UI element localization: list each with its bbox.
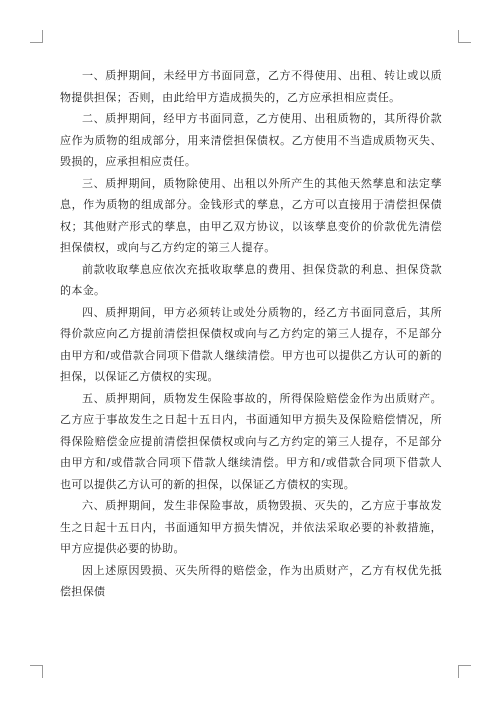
crop-mark-bottom-right [458, 665, 471, 678]
crop-mark-top-left [30, 30, 43, 43]
document-body [60, 65, 442, 603]
clause-paragraph-3: 三、质押期间，质物除使用、出租以外所产生的其他天然孳息和法定孳息，作为质物的组成部分。金钱形式的孳息，乙方可以直接用于清偿担保债权；其他财产形式的孳息，由甲乙双方协议，以该孳息变价的价款优先清偿担保债权，或向与乙方约定的第三人提存。 [60, 176, 442, 254]
clause-paragraph-6-note: 因上述原因毁损、灭失所得的赔偿金，作为出质财产，乙方有权优先抵偿担保债 [60, 563, 442, 598]
crop-mark-bottom-left [30, 665, 43, 678]
clause-paragraph-5: 五、质押期间，质物发生保险事故的，所得保险赔偿金作为出质财产。乙方应于事故发生之日起十五日内，书面通知甲方损失及保险赔偿情况，所得保险赔偿金应提前清偿担保债权或向与乙方约定的第三人提存，不足部分由甲方和/或借款合同项下借款人继续清偿。甲方和/或借款合同项下借款人也可以提供乙方认可的新的担保，以保证乙方债权的实现。 [60, 391, 442, 491]
clause-paragraph-1: 一、质押期间，未经甲方书面同意，乙方不得使用、出租、转让或以质物提供担保；否则，由此给甲方造成损失的，乙方应承担相应责任。 [60, 69, 442, 104]
clause-paragraph-3-note: 前款收取孳息应依次充抵收取孳息的费用、担保贷款的利息、担保贷款的本金。 [60, 262, 442, 297]
clause-paragraph-2: 二、质押期间，经甲方书面同意，乙方使用、出租质物的，其所得价款应作为质物的组成部分，用来清偿担保债权。乙方使用不当造成质物灭失、毁损的，应承担相应责任。 [60, 112, 442, 168]
clause-paragraph-4: 四、质押期间，甲方必须转让或处分质物的，经乙方书面同意后，其所得价款应向乙方提前清偿担保债权或向与乙方约定的第三人提存，不足部分由甲方和/或借款合同项下借款人继续清偿。甲方也可以提供乙方认可的新的担保，以保证乙方债权的实现。 [60, 305, 442, 383]
crop-mark-top-right [458, 30, 471, 43]
clause-paragraph-6: 六、质押期间，发生非保险事故，质物毁损、灭失的，乙方应于事故发生之日起十五日内，书面通知甲方损失情况，并依法采取必要的补救措施，甲方应提供必要的协助。 [60, 499, 442, 555]
